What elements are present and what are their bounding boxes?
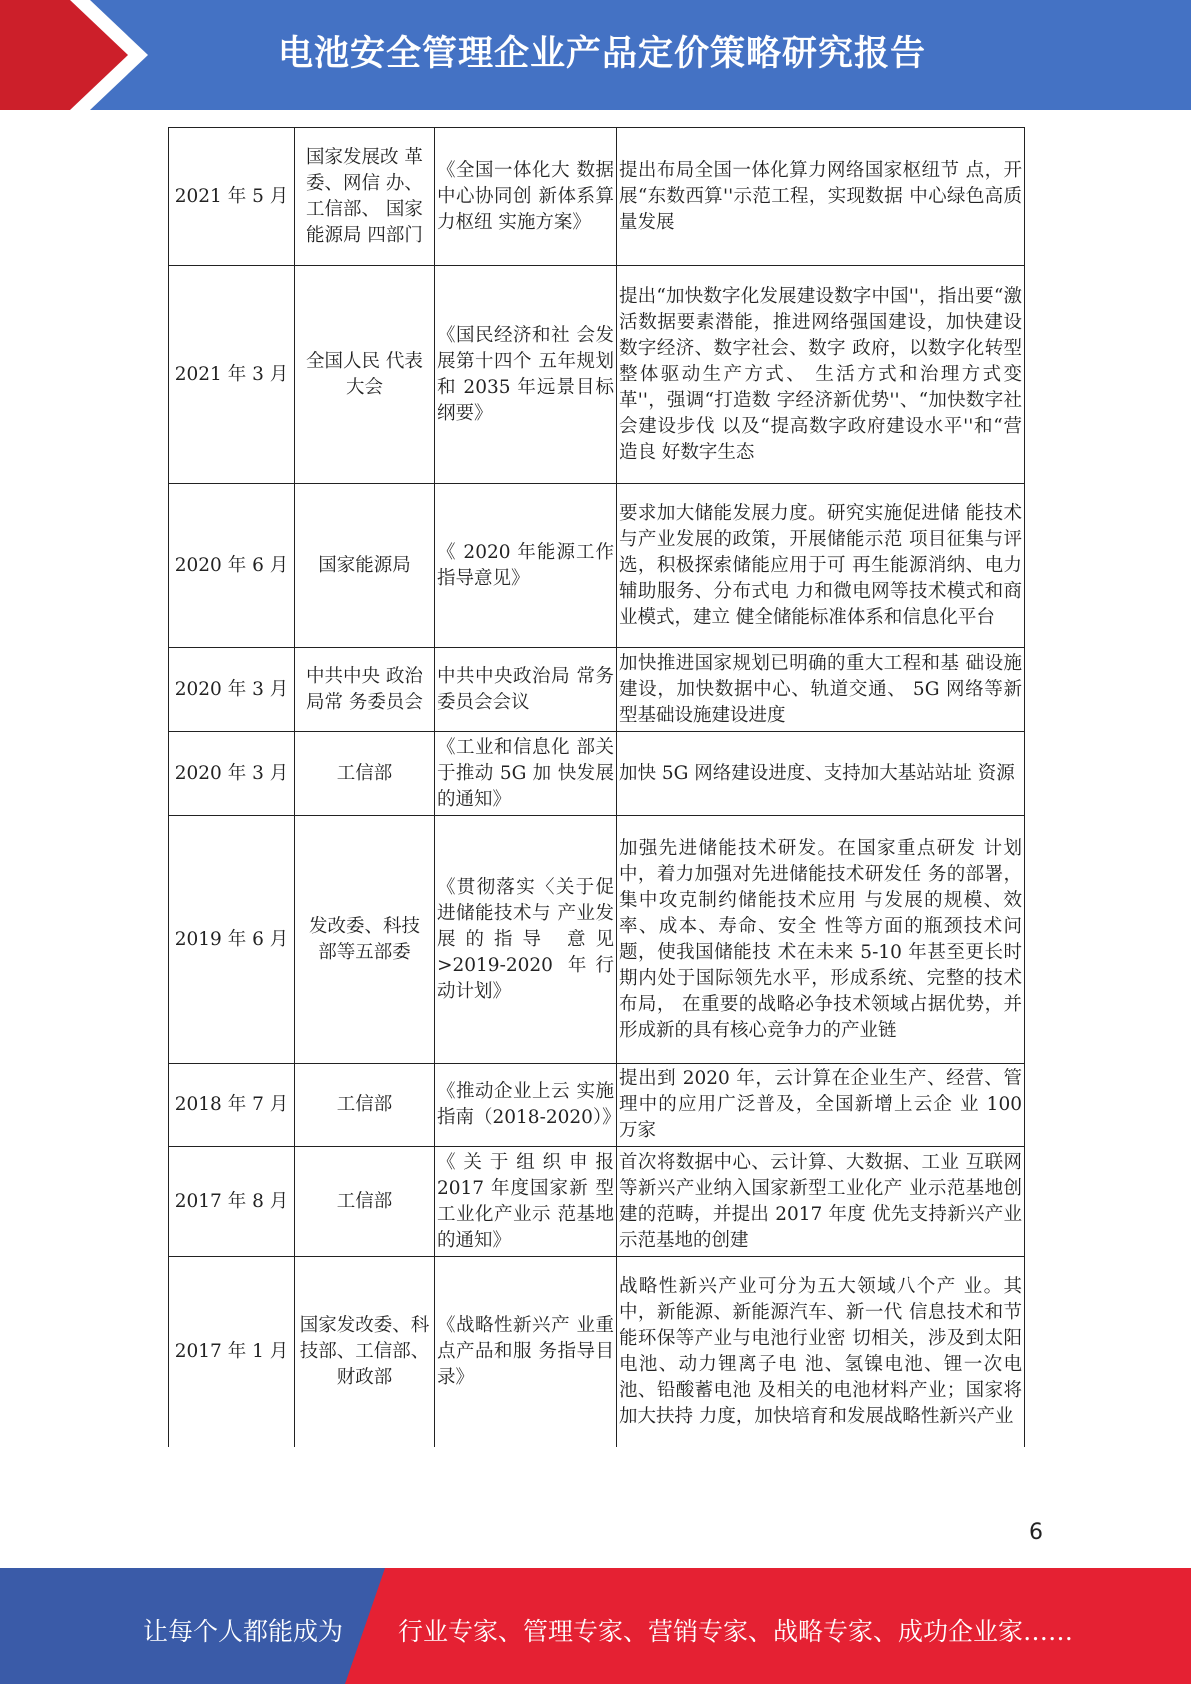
- cell-description: 加快 5G 网络建设进度、支持加大基站站址 资源: [617, 732, 1025, 816]
- cell-document: 《推动企业上云 实施指南（2018-2020）》: [435, 1064, 617, 1147]
- table-row: [169, 1147, 1025, 1257]
- cell-department: 工信部: [295, 732, 435, 816]
- policy-table: [168, 127, 1025, 1447]
- footer-slogan-right: 行业专家、管理专家、营销专家、战略专家、成功企业家……: [398, 1617, 1074, 1646]
- cell-department: 发改委、科技 部等五部委: [295, 816, 435, 1064]
- cell-document: 中共中央政治局 常务委员会会议: [435, 648, 617, 732]
- cell-description: 战略性新兴产业可分为五大领域八个产 业。其中，新能源、新能源汽车、新一代 信息技术和节能环保等产业与电池行业密 切相关，涉及到太阳电池、动力锂离子电 池、氢镍电池、锂一次电池、铅酸蓄电池 及相关的电池材料产业；国家将加大扶持 力度，加快培育和发展战略性新兴产业: [617, 1257, 1025, 1447]
- cell-document: 《工业和信息化 部关于推动 5G 加 快发展的通知》: [435, 732, 617, 816]
- cell-department: 工信部: [295, 1064, 435, 1147]
- page-footer: [0, 1568, 1191, 1684]
- cell-date: 2020 年 3 月: [169, 648, 295, 732]
- cell-description: 首次将数据中心、云计算、大数据、工业 互联网等新兴产业纳入国家新型工业化产 业示范基地创建的范畴，并提出 2017 年度 优先支持新兴产业示范基地的创建: [617, 1147, 1025, 1257]
- report-title: 电池安全管理企业产品定价策略研究报告: [278, 34, 927, 74]
- cell-department: 国家发改委、科技部、工信部、财政部: [295, 1257, 435, 1447]
- table-row: [169, 128, 1025, 266]
- cell-description: 加快推进国家规划已明确的重大工程和基 础设施建设，加快数据中心、轨道交通、 5G 网络等新型基础设施建设进度: [617, 648, 1025, 732]
- cell-document: 《关于组织申报 2017 年度国家新 型工业化产业示 范基地的通知》: [435, 1147, 617, 1257]
- table-row: [169, 732, 1025, 816]
- cell-department: 中共中央 政治局常 务委员会: [295, 648, 435, 732]
- cell-date: 2019 年 6 月: [169, 816, 295, 1064]
- cell-date: 2018 年 7 月: [169, 1064, 295, 1147]
- table-row: [169, 816, 1025, 1064]
- cell-description: 提出布局全国一体化算力网络国家枢纽节 点，开展“东数西算''示范工程，实现数据 中心绿色高质量发展: [617, 128, 1025, 266]
- page-header: [0, 0, 1191, 110]
- table-row: [169, 1257, 1025, 1447]
- cell-department: 国家能源局: [295, 484, 435, 648]
- cell-date: 2017 年 8 月: [169, 1147, 295, 1257]
- cell-department: 国家发展改 革委、网信 办、工信部、 国家能源局 四部门: [295, 128, 435, 266]
- table-row: [169, 484, 1025, 648]
- cell-document: 《贯彻落实〈关于促进储能技术与 产业发展的指导 意见 >2019-2020 年行动计划》: [435, 816, 617, 1064]
- cell-document: 《 2020 年能源工作指导意见》: [435, 484, 617, 648]
- cell-description: 要求加大储能发展力度。研究实施促进储 能技术与产业发展的政策，开展储能示范 项目征集与评选，积极探索储能应用于可 再生能源消纳、电力辅助服务、分布式电 力和微电网等技术模式和商业模式，建立 健全储能标准体系和信息化平台: [617, 484, 1025, 648]
- header-arrow-decoration: [0, 0, 160, 110]
- cell-description: 提出到 2020 年，云计算在企业生产、经营、管理中的应用广泛普及，全国新增上云企 业 100 万家: [617, 1064, 1025, 1147]
- table-row: [169, 648, 1025, 732]
- cell-date: 2017 年 1 月: [169, 1257, 295, 1447]
- cell-description: 提出“加快数字化发展建设数字中国''，指出要“激活数据要素潜能，推进网络强国建设，加快建设数字经济、数字社会、数字 政府，以数字化转型整体驱动生产方式、 生活方式和治理方式变革''，强调“打造数 字经济新优势''、“加快数字社会建设步伐 以及“提高数字政府建设水平''和“营造良 好数字生态: [617, 266, 1025, 484]
- cell-date: 2021 年 5 月: [169, 128, 295, 266]
- cell-department: 工信部: [295, 1147, 435, 1257]
- cell-document: 《国民经济和社 会发展第十四个 五年规划和 2035 年远景目标纲要》: [435, 266, 617, 484]
- cell-description: 加强先进储能技术研发。在国家重点研发 计划中，着力加强对先进储能技术研发任 务的部署，集中攻克制约储能技术应用 与发展的规模、效率、成本、寿命、安全 性等方面的瓶颈技术问题，使我国储能技 术在未来 5-10 年甚至更长时期内处于国际领先水平，形成系统、完整的技术布局， 在重要的战略必争技术领域占据优势，并 形成新的具有核心竞争力的产业链: [617, 816, 1025, 1064]
- cell-document: 《全国一体化大 数据中心协同创 新体系算力枢纽 实施方案》: [435, 128, 617, 266]
- cell-department: 全国人民 代表大会: [295, 266, 435, 484]
- cell-date: 2020 年 6 月: [169, 484, 295, 648]
- table-row: [169, 1064, 1025, 1147]
- cell-document: 《战略性新兴产 业重点产品和服 务指导目录》: [435, 1257, 617, 1447]
- table-row: [169, 266, 1025, 484]
- cell-date: 2020 年 3 月: [169, 732, 295, 816]
- footer-slogan-left: 让每个人都能成为: [143, 1617, 344, 1646]
- page-number: 6: [1029, 1520, 1043, 1545]
- cell-date: 2021 年 3 月: [169, 266, 295, 484]
